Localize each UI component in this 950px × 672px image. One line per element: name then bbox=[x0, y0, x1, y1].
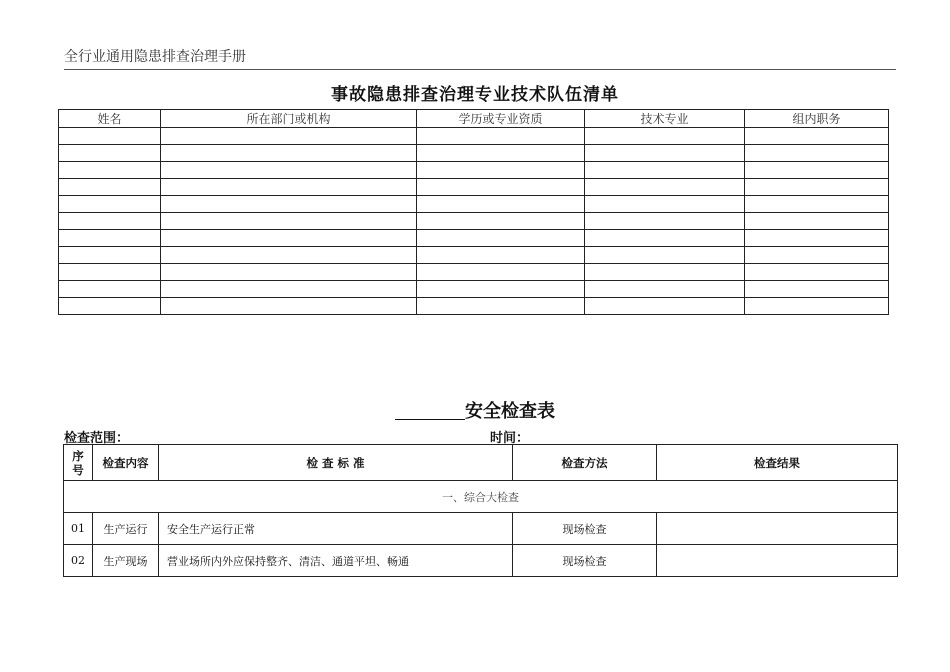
team-cell[interactable] bbox=[161, 162, 417, 179]
row-method: 现场检查 bbox=[513, 545, 657, 577]
team-cell[interactable] bbox=[585, 196, 745, 213]
checklist-table bbox=[63, 444, 898, 577]
team-cell[interactable] bbox=[161, 196, 417, 213]
table-row bbox=[64, 545, 898, 577]
team-empty-row bbox=[59, 145, 889, 162]
team-cell[interactable] bbox=[59, 213, 161, 230]
scope-label: 检查范围： bbox=[64, 431, 130, 446]
title-blank-line bbox=[395, 401, 465, 420]
team-header-row bbox=[59, 110, 889, 128]
section-title: 一、综合大检查 bbox=[64, 481, 898, 513]
team-empty-row bbox=[59, 281, 889, 298]
column-header: 检查内容 bbox=[93, 445, 159, 481]
team-list-title: 事故隐患排查治理专业技术队伍清单 bbox=[331, 85, 619, 105]
checklist-title bbox=[0, 397, 950, 423]
column-header-no bbox=[64, 445, 93, 481]
column-header: 学历或专业资质 bbox=[417, 110, 585, 128]
team-cell[interactable] bbox=[585, 281, 745, 298]
team-cell[interactable] bbox=[59, 247, 161, 264]
table-row bbox=[64, 513, 898, 545]
column-header: 组内职务 bbox=[745, 110, 889, 128]
column-header: 技术专业 bbox=[585, 110, 745, 128]
row-item: 生产运行 bbox=[93, 513, 159, 545]
team-cell[interactable] bbox=[417, 264, 585, 281]
row-standard: 营业场所内外应保持整齐、清洁、通道平坦、畅通 bbox=[159, 545, 513, 577]
team-cell[interactable] bbox=[59, 196, 161, 213]
row-method: 现场检查 bbox=[513, 513, 657, 545]
row-no: 01 bbox=[64, 513, 93, 545]
column-header: 检 查 标 准 bbox=[159, 445, 513, 481]
team-cell[interactable] bbox=[59, 230, 161, 247]
team-cell[interactable] bbox=[585, 213, 745, 230]
team-empty-row bbox=[59, 179, 889, 196]
team-cell[interactable] bbox=[59, 298, 161, 315]
row-result[interactable] bbox=[657, 545, 898, 577]
team-cell[interactable] bbox=[161, 179, 417, 196]
team-cell[interactable] bbox=[59, 162, 161, 179]
team-cell[interactable] bbox=[59, 264, 161, 281]
team-cell[interactable] bbox=[745, 298, 889, 315]
team-empty-row bbox=[59, 162, 889, 179]
row-result[interactable] bbox=[657, 513, 898, 545]
team-cell[interactable] bbox=[161, 281, 417, 298]
column-header: 检查结果 bbox=[657, 445, 898, 481]
running-header: 全行业通用隐患排查治理手册 bbox=[64, 46, 896, 70]
column-header: 所在部门或机构 bbox=[161, 110, 417, 128]
team-cell[interactable] bbox=[417, 145, 585, 162]
team-cell[interactable] bbox=[745, 264, 889, 281]
team-cell[interactable] bbox=[417, 179, 585, 196]
row-no: 02 bbox=[64, 545, 93, 577]
column-header: 姓名 bbox=[59, 110, 161, 128]
team-cell[interactable] bbox=[161, 128, 417, 145]
team-cell[interactable] bbox=[745, 145, 889, 162]
team-cell[interactable] bbox=[59, 145, 161, 162]
team-empty-row bbox=[59, 128, 889, 145]
team-cell[interactable] bbox=[745, 213, 889, 230]
team-cell[interactable] bbox=[417, 247, 585, 264]
team-cell[interactable] bbox=[745, 162, 889, 179]
team-cell[interactable] bbox=[745, 247, 889, 264]
time-label: 时间： bbox=[490, 431, 530, 446]
team-empty-row bbox=[59, 196, 889, 213]
team-cell[interactable] bbox=[59, 128, 161, 145]
team-cell[interactable] bbox=[417, 162, 585, 179]
team-cell[interactable] bbox=[417, 196, 585, 213]
team-cell[interactable] bbox=[417, 298, 585, 315]
team-cell[interactable] bbox=[161, 213, 417, 230]
column-header: 检查方法 bbox=[513, 445, 657, 481]
team-cell[interactable] bbox=[59, 281, 161, 298]
row-item: 生产现场 bbox=[93, 545, 159, 577]
team-empty-row bbox=[59, 230, 889, 247]
team-cell[interactable] bbox=[161, 230, 417, 247]
team-cell[interactable] bbox=[745, 128, 889, 145]
team-list-table bbox=[58, 109, 889, 315]
team-cell[interactable] bbox=[585, 230, 745, 247]
team-cell[interactable] bbox=[585, 179, 745, 196]
team-cell[interactable] bbox=[745, 230, 889, 247]
team-cell[interactable] bbox=[417, 213, 585, 230]
team-cell[interactable] bbox=[745, 179, 889, 196]
team-empty-row bbox=[59, 298, 889, 315]
section-row bbox=[64, 481, 898, 513]
checklist-header-row bbox=[64, 445, 898, 481]
team-cell[interactable] bbox=[417, 281, 585, 298]
team-cell[interactable] bbox=[417, 230, 585, 247]
team-cell[interactable] bbox=[745, 196, 889, 213]
team-cell[interactable] bbox=[59, 179, 161, 196]
team-cell[interactable] bbox=[585, 128, 745, 145]
team-cell[interactable] bbox=[745, 281, 889, 298]
team-empty-row bbox=[59, 264, 889, 281]
team-cell[interactable] bbox=[161, 145, 417, 162]
team-empty-row bbox=[59, 213, 889, 230]
team-cell[interactable] bbox=[585, 298, 745, 315]
team-cell[interactable] bbox=[585, 162, 745, 179]
team-cell[interactable] bbox=[585, 264, 745, 281]
row-standard: 安全生产运行正常 bbox=[159, 513, 513, 545]
team-cell[interactable] bbox=[161, 264, 417, 281]
team-cell[interactable] bbox=[417, 128, 585, 145]
team-cell[interactable] bbox=[585, 247, 745, 264]
team-cell[interactable] bbox=[161, 298, 417, 315]
team-empty-row bbox=[59, 247, 889, 264]
no-head-text: 序 号 bbox=[72, 448, 84, 477]
team-cell[interactable] bbox=[585, 145, 745, 162]
checklist-title-text: 安全检查表 bbox=[465, 401, 555, 422]
team-cell[interactable] bbox=[161, 247, 417, 264]
